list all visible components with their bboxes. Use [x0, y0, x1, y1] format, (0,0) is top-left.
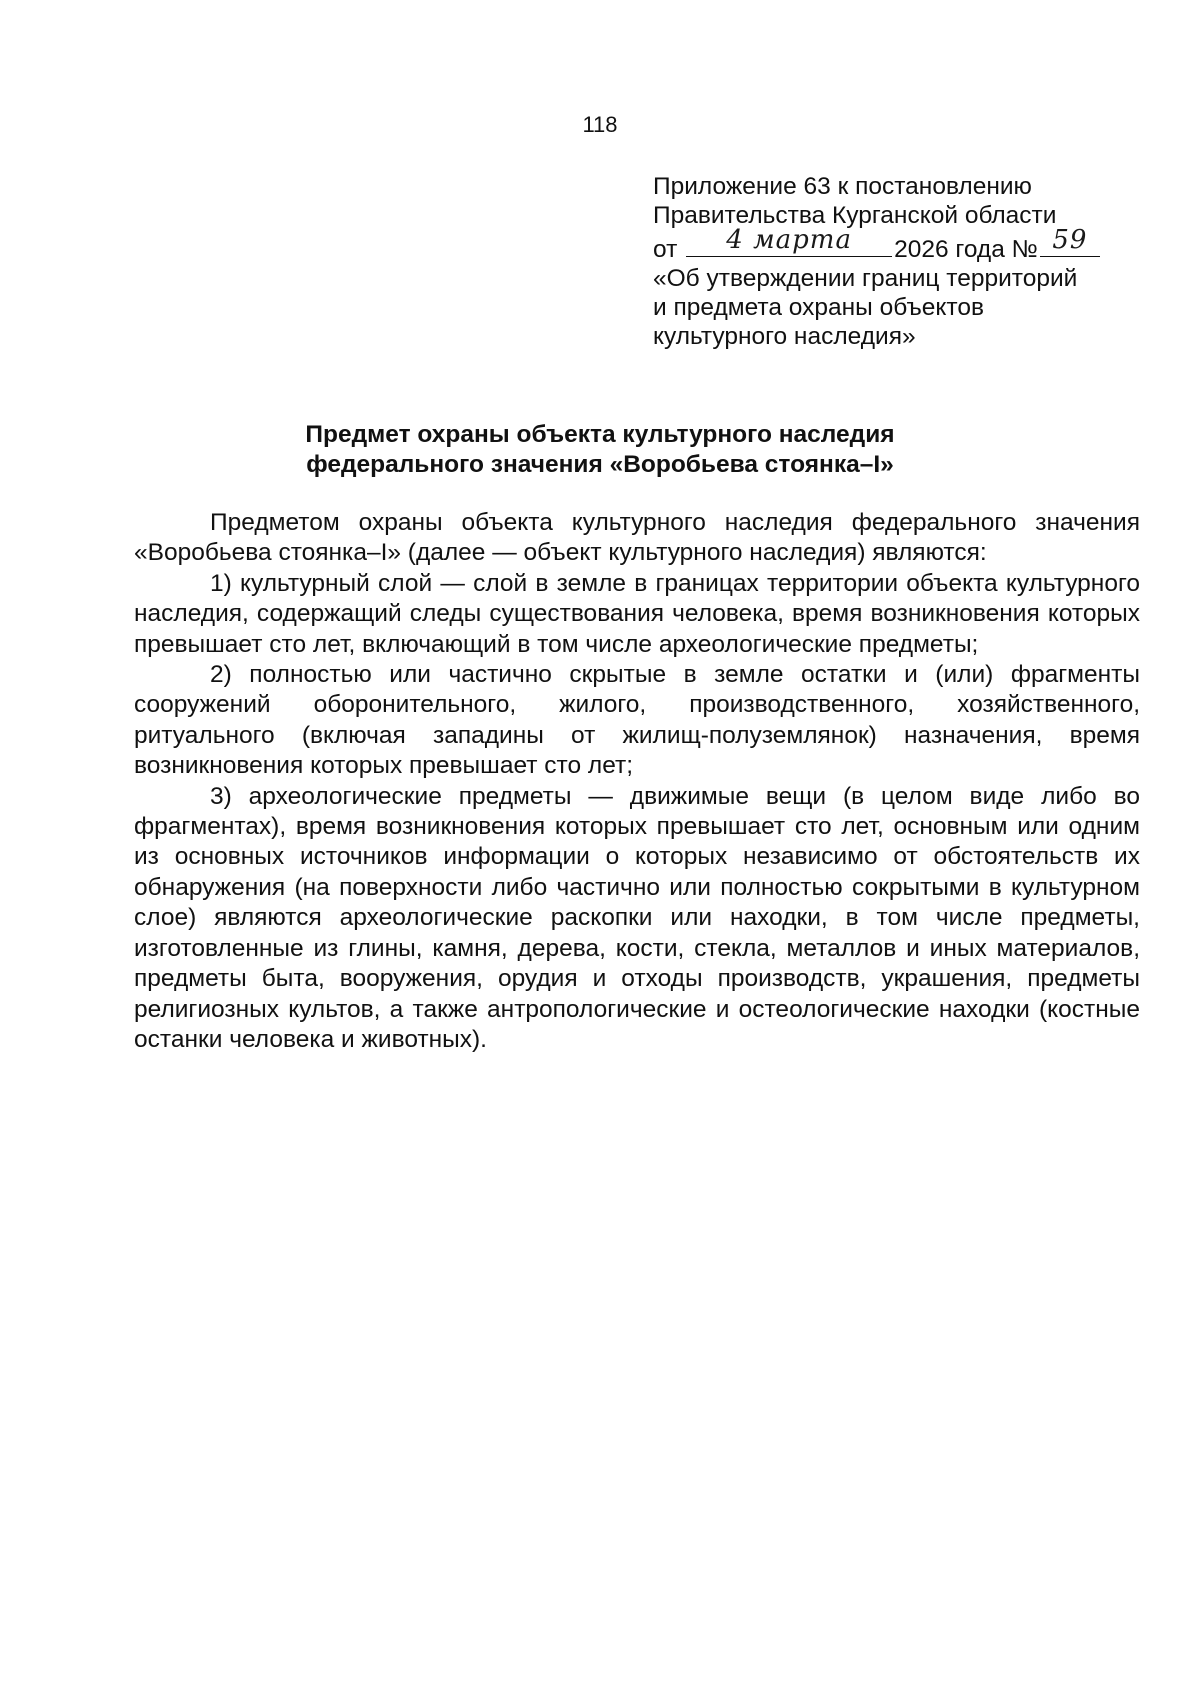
- appendix-line-4: «Об утверждении границ территорий: [653, 265, 1078, 292]
- handwritten-number: 59: [1052, 225, 1088, 255]
- appendix-line-6: культурного наследия»: [653, 323, 916, 350]
- number-blank-field: [1040, 225, 1100, 257]
- date-blank-field: [686, 225, 892, 257]
- appendix-year-text: 2026 года №: [894, 236, 1038, 263]
- appendix-line-2: Правительства Курганской области: [653, 202, 1057, 229]
- item-1-paragraph: 1) культурный слой — слой в земле в границах территории объекта культурного наследия, содержащий следы существования человека, время возникновения которых превышает сто лет, включающий в том числе археологические предметы;: [134, 569, 1140, 658]
- heading-line-2: федерального значения «Воробьева стоянка–I»: [306, 451, 894, 478]
- appendix-line-3: [653, 225, 1173, 264]
- document-body: [134, 508, 1140, 1055]
- appendix-line-1: Приложение 63 к постановлению: [653, 173, 1032, 200]
- document-heading: [0, 420, 1200, 480]
- appendix-from-prefix: от: [653, 236, 678, 263]
- appendix-block: [653, 172, 1173, 351]
- heading-line-1: Предмет охраны объекта культурного наследия: [305, 421, 895, 448]
- intro-paragraph: Предметом охраны объекта культурного наследия федерального значения «Воробьева стоянка–I» (далее — объект культурного наследия) являются:: [134, 509, 1140, 567]
- handwritten-date: 4 марта: [726, 225, 852, 255]
- page-number: 118: [582, 112, 618, 137]
- item-3-paragraph: 3) археологические предметы — движимые вещи (в целом виде либо во фрагментах), время возникновения которых превышает сто лет, основным или одним из основных источников информации о которых независимо от обстоятельств их обнаружения (на поверхности либо частично или полностью сокрытыми в культурном слое) являются археологические раскопки или находки, в том числе предметы, изготовленные из глины, камня, дерева, кости, стекла, металлов и иных материалов, предметы быта, вооружения, орудия и отходы производств, украшения, предметы религиозных культов, а также антропологические и остеологические находки (костные останки человека и животных).: [134, 782, 1140, 1053]
- item-2-paragraph: 2) полностью или частично скрытые в земле остатки и (или) фрагменты сооружений оборонительного, жилого, производственного, хозяйственного, ритуального (включая западины от жилищ-полуземлянок) назначения, время возникновения которых превышает сто лет;: [134, 661, 1140, 780]
- appendix-line-5: и предмета охраны объектов: [653, 294, 984, 321]
